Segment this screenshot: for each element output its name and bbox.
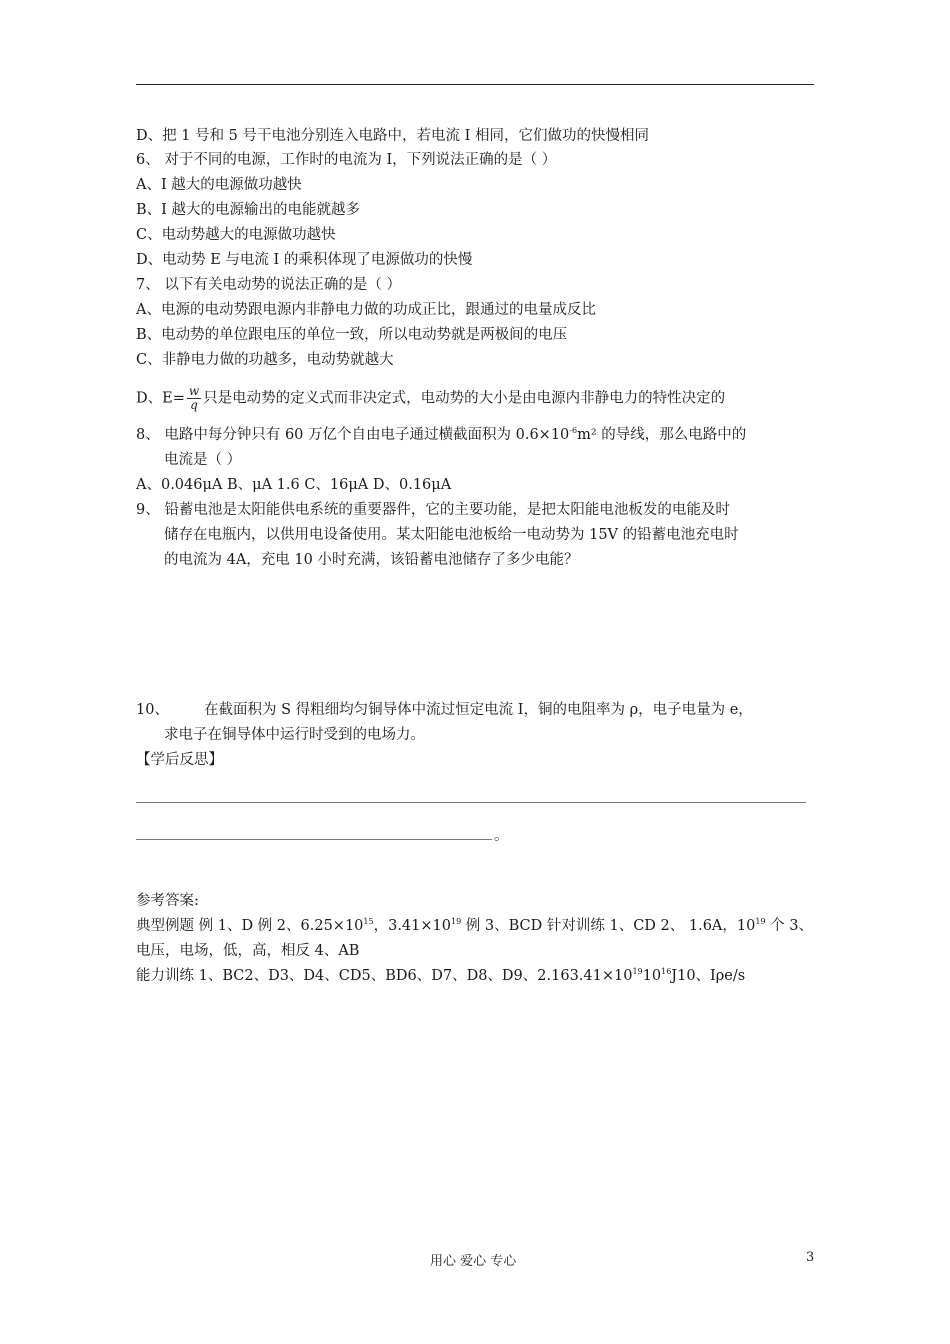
fraction-denominator: q (190, 398, 198, 412)
header-rule (136, 84, 814, 85)
question-9: 9、 铅蓄电池是太阳能供电系统的重要器件，它的主要功能，是把太阳能电池板发的电能及时 (136, 502, 730, 518)
q6-option-b: B、I 越大的电源输出的电能就越多 (136, 202, 360, 218)
q6-option-a: A、I 越大的电源做功越快 (136, 177, 302, 193)
q7-option-c: C、非静电力做的功越多，电动势就越大 (136, 352, 394, 368)
page-number: 3 (806, 1250, 815, 1265)
question-10-line-2: 求电子在铜导体中运行时受到的电场力。 (164, 727, 425, 743)
question-10-number: 10、 (136, 702, 169, 718)
answer-line-2: 电压，电场，低，高，相反 4、AB (136, 943, 360, 959)
question-10: 在截面积为 S 得粗细均匀铜导体中流过恒定电流 I，铜的电阻率为 ρ，电子电量为 e， (204, 702, 753, 718)
answer-3-part-c: J10、Iρe/s (671, 968, 746, 984)
reflection-blank-line-1 (136, 802, 806, 803)
q7-option-b: B、电动势的单位跟电压的单位一致，所以电动势就是两极间的电压 (136, 327, 568, 343)
question-8 (136, 426, 746, 444)
reflection-blank-line-2 (136, 839, 492, 840)
exponent: 19 (450, 917, 462, 926)
q6-option-d: D、电动势 E 与电流 I 的乘积体现了电源做功的快慢 (136, 252, 473, 268)
question-8-continued: 电流是（ ） (164, 452, 242, 468)
answer-1-part-a: 典型例题 例 1、D 例 2、6.25×10 (136, 918, 364, 934)
question-7: 7、 以下有关电动势的说法正确的是（ ） (136, 277, 401, 293)
answer-1-part-d: 个 3、 (765, 918, 813, 934)
q7-option-a: A、电源的电动势跟电源内非静电力做的功成正比，跟通过的电量成反比 (136, 302, 596, 318)
exponent: 15 (363, 917, 374, 926)
fraction-w-over-q (187, 385, 201, 412)
q6-option-c: C、电动势越大的电源做功越快 (136, 227, 336, 243)
answer-1-part-b: ，3.41×10 (373, 918, 451, 934)
exponent: 19 (632, 967, 643, 976)
footer-text: 用心 爱心 专心 (430, 1254, 517, 1269)
exponent: 19 (755, 917, 766, 926)
q8-text-end: m² 的导线，那么电路中的 (577, 427, 747, 443)
question-9-line-2: 储存在电瓶内，以供用电设备使用。某太阳能电池板给一电动势为 15V 的铅蓄电池充电时 (164, 527, 739, 543)
period: 。 (494, 828, 509, 844)
answer-line-3 (136, 967, 745, 985)
exponent: 16 (661, 967, 672, 976)
answer-line-1 (136, 917, 813, 935)
q7d-text: 只是电动势的定义式而非决定式，电动势的大小是由电源内非静电力的特性决定的 (203, 390, 726, 407)
answer-3-part-a: 能力训练 1、BC2、D3、D4、CD5、BD6、D7、D8、D9、2.163.41×10 (136, 968, 633, 984)
q8-exponent: -6 (569, 426, 578, 435)
answer-title: 参考答案: (136, 893, 199, 909)
answer-1-part-c: 例 3、BCD 针对训练 1、CD 2、 1.6A，10 (461, 918, 756, 934)
q8-options: A、0.046μA B、μA 1.6 C、16μA D、0.16μA (136, 477, 452, 493)
question-9-line-3: 的电流为 4A，充电 10 小时充满，该铅蓄电池储存了多少电能？ (164, 552, 579, 568)
answer-3-part-b: 10 (642, 968, 662, 984)
question-6: 6、 对于不同的电源，工作时的电流为 I，下列说法正确的是（ ） (136, 152, 557, 168)
q7-option-d (136, 385, 725, 412)
q7d-prefix: D、E= (136, 390, 185, 407)
q8-text: 8、 电路中每分钟只有 60 万亿个自由电子通过横截面积为 0.6×10 (136, 427, 570, 443)
q5-option-d: D、把 1 号和 5 号干电池分别连入电路中，若电流 I 相同，它们做功的快慢相同 (136, 128, 649, 144)
reflection-heading: 【学后反思】 (136, 752, 223, 768)
fraction-numerator: w (188, 384, 200, 398)
